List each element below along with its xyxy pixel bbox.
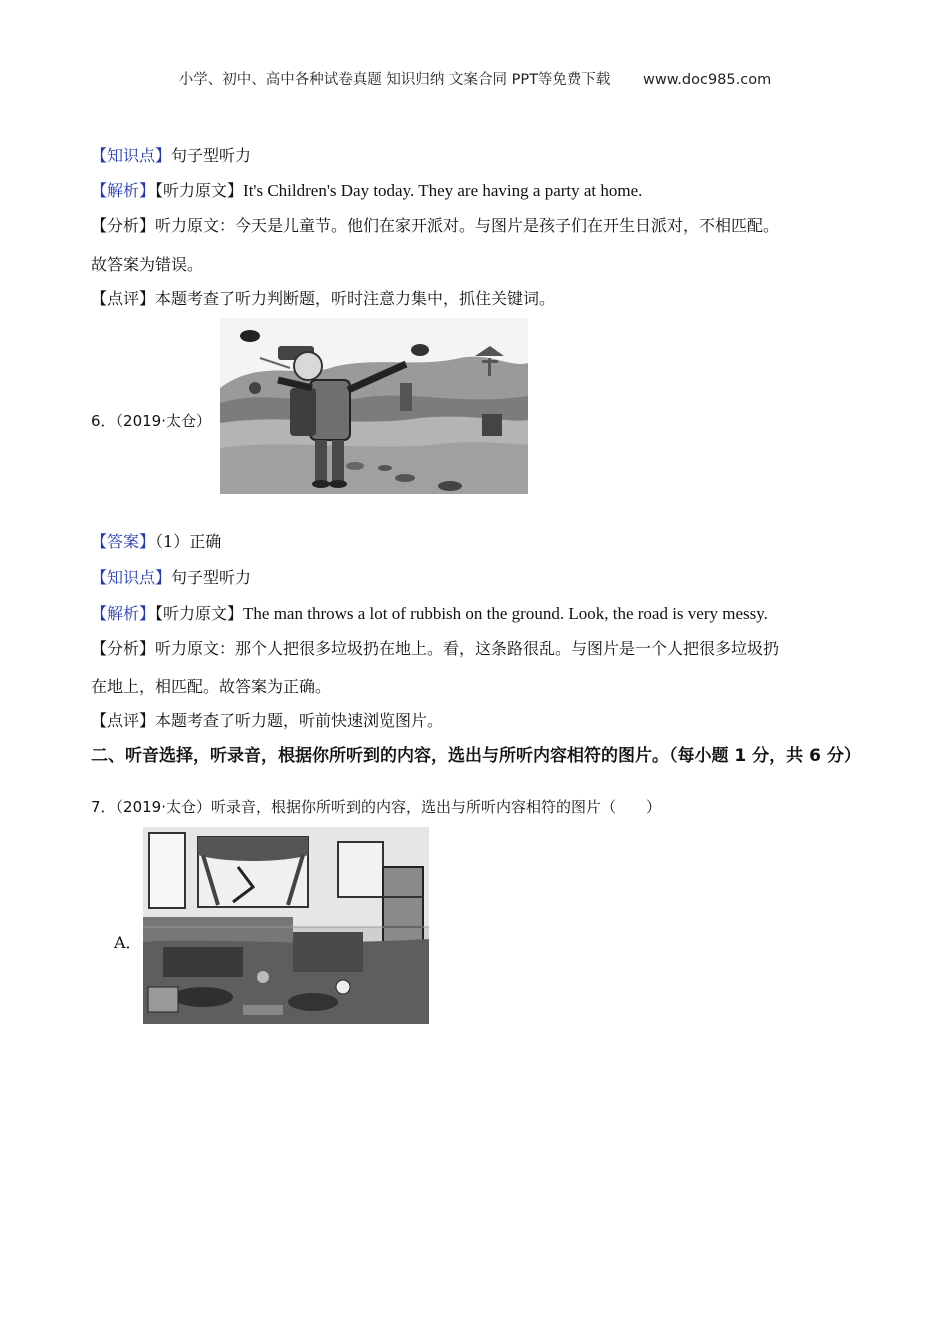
fenxi-text: 听力原文：那个人把很多垃圾扔在地上。看，这条路很乱。与图片是一个人把很多垃圾扔 [155,639,780,658]
knowledge-text: 句子型听力 [171,568,252,587]
q7-option-a-label: A． [114,933,142,952]
answer-tag: 【答案】 [91,532,156,551]
section-2-title: 二、听音选择，听录音，根据你所听到的内容，选出与所听内容相符的图片。（每小题 1 分，共 6 分） [91,746,861,766]
script-text: The man throws a lot of rubbish on the ground. Look, the road is very messy. [243,604,768,623]
q6-analysis-line [91,603,768,625]
q6-fenxi-line [91,638,779,660]
fenxi-text: 听力原文：今天是儿童节。他们在家开派对。与图片是孩子们在开生日派对，不相匹配。 [155,216,780,235]
q5-analysis-line [91,180,642,202]
q6-knowledge-line [91,567,251,589]
script-tag: 【听力原文】 [155,604,244,623]
littering-boy-illustration [220,318,528,494]
header-text: 小学、初中、高中各种试卷真题 知识归纳 文案合同 PPT等免费下载 [178,72,611,88]
q7-option-a-picture-messy-room[interactable] [143,827,429,1024]
analysis-tag: 【解析】 [91,181,156,200]
messy-room-illustration [143,827,429,1024]
q5-fenxi-line-2: 故答案为错误。 [91,255,204,274]
script-text: It's Children's Day today. They are having a party at home. [243,181,643,200]
q5-fenxi-line [91,215,779,237]
knowledge-tag: 【知识点】 [91,146,172,165]
fenxi-tag: 【分析】 [91,639,156,658]
header-site-link[interactable]: www.doc985.com [643,72,772,88]
q5-review-line [91,288,555,310]
script-tag: 【听力原文】 [155,181,244,200]
q5-knowledge-line [91,145,251,167]
knowledge-tag: 【知识点】 [91,568,172,587]
q6-review-line [91,710,443,732]
review-tag: 【点评】 [91,711,156,730]
q6-answer-line [91,531,221,553]
analysis-tag: 【解析】 [91,604,156,623]
review-tag: 【点评】 [91,289,156,308]
answer-text: （1）正确 [155,532,222,551]
q6-label: 6．（2019·太仓） [91,412,211,430]
page-header [0,68,950,89]
q7-label: 7．（2019·太仓）听录音，根据你所听到的内容，选出与所听内容相符的图片（ ） [91,798,661,816]
q6-fenxi-line-2: 在地上，相匹配。故答案为正确。 [91,677,332,696]
knowledge-text: 句子型听力 [171,146,252,165]
fenxi-tag: 【分析】 [91,216,156,235]
q6-picture-littering-boy [220,318,528,494]
review-text: 本题考查了听力题，听前快速浏览图片。 [155,711,444,730]
review-text: 本题考查了听力判断题，听时注意力集中，抓住关键词。 [155,289,556,308]
